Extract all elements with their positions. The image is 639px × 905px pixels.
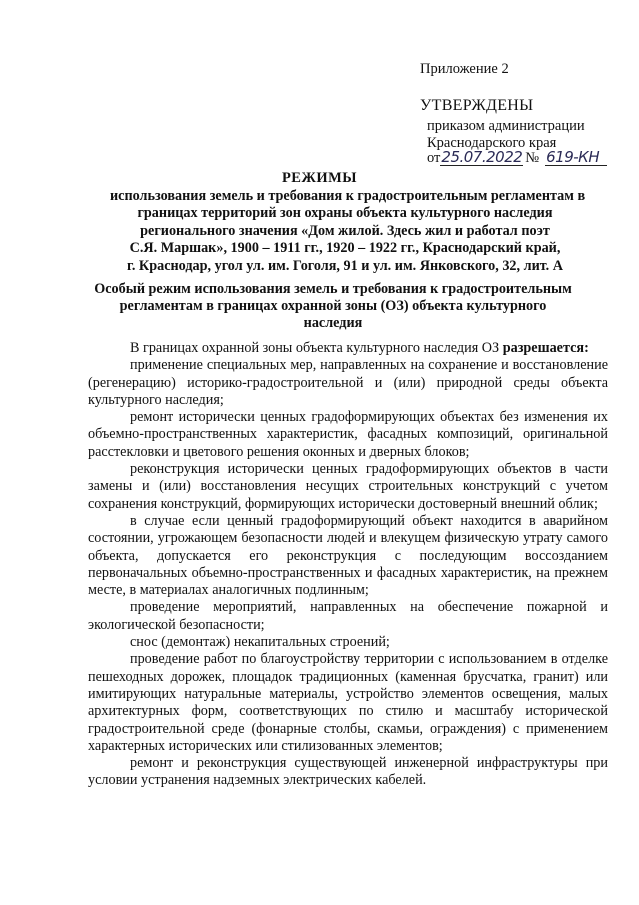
intro-text: В границах охранной зоны объекта культурного наследия ОЗ [130,340,500,356]
order-line-1: приказом администрации [427,118,585,134]
intro-colon: : [584,340,589,356]
body-paragraph: ремонт и реконструкция существующей инженерной инфраструктуры при условии устранения надземных электрических кабелей. [88,755,608,789]
intro-bold-text: разрешается [502,340,585,356]
approved-label: УТВЕРЖДЕНЫ [420,97,534,114]
intro-paragraph [88,340,608,357]
section-title [88,281,578,332]
order-prefix: от [427,150,441,166]
body-paragraph: ремонт исторически ценных градоформирующих объектах без изменения их объемно-пространственных характеристик, фасадных композиций, оригинальной расстекловки и цветового решения оконных и дверных блоков; [88,409,608,460]
document-subtitle [110,188,586,275]
section-title-line: наследия [303,315,363,331]
subtitle-line: регионального значения «Дом жилой. Здесь жил и работал поэт [140,222,550,239]
order-number-sign: № [525,150,540,166]
body-paragraph: реконструкция исторически ценных градоформирующих объектов в части замены и (или) восстановления несущих строительных конструкций с учетом сохранения конструкций, формирующих исторически достоверный внешний облик; [88,461,608,512]
body-paragraph: проведение мероприятий, направленных на обеспечение пожарной и экологической безопасности; [88,599,608,633]
subtitle-line: г. Краснодар, угол ул. им. Гоголя, 91 и ул. им. Янковского, 32, лит. А [126,257,563,274]
order-date-handwritten: 25.07.2022 [441,148,523,166]
document-title: РЕЖИМЫ [281,170,358,186]
order-number-handwritten: 619-КН [545,150,607,166]
body-paragraph: снос (демонтаж) некапитальных строений; [130,634,390,651]
appendix-label: Приложение 2 [420,61,509,77]
section-title-line: Особый режим использования земель и требования к градостроительным [94,281,572,297]
subtitle-line: использования земель и требования к градостроительным регламентам в [110,188,586,204]
body-paragraph: в случае если ценный градоформирующий объект находится в аварийном состоянии, угрожающем безопасности людей и влекущем физическую утрату самого объекта, допускается его реконструкция с последующим воссозданием первоначальных объемно-пространственных и фасадных характеристик, на прежнем месте, в материалах аналогичных подлинным; [88,512,608,599]
section-title-line: регламентам в границах охранной зоны (ОЗ) объекта культурного [119,298,547,314]
order-line-2: Краснодарского края [427,135,557,151]
subtitle-line: границах территорий зон охраны объекта культурного наследия [137,205,553,222]
subtitle-line: С.Я. Маршак», 1900 – 1911 гг., 1920 – 1922 гг., Краснодарский край, [129,240,561,257]
body-paragraph: проведение работ по благоустройству территории с использованием в отделке пешеходных дорожек, площадок традиционных (каменная брусчатка, гранит) или имитирующих натуральные материалы, устройство элементов освещения, малых архитектурных форм, соответствующих по стилю и масштабу исторической градостроительной среде (фонарные столбы, скамьи, ограждения) с применением характерных исторических или стилизованных элементов; [88,651,608,754]
document-body [88,340,608,790]
order-date-line [427,150,607,166]
body-paragraph: применение специальных мер, направленных на сохранение и восстановление (регенерацию) историко-градостроительной и (или) природной среды объекта культурного наследия; [88,357,608,408]
